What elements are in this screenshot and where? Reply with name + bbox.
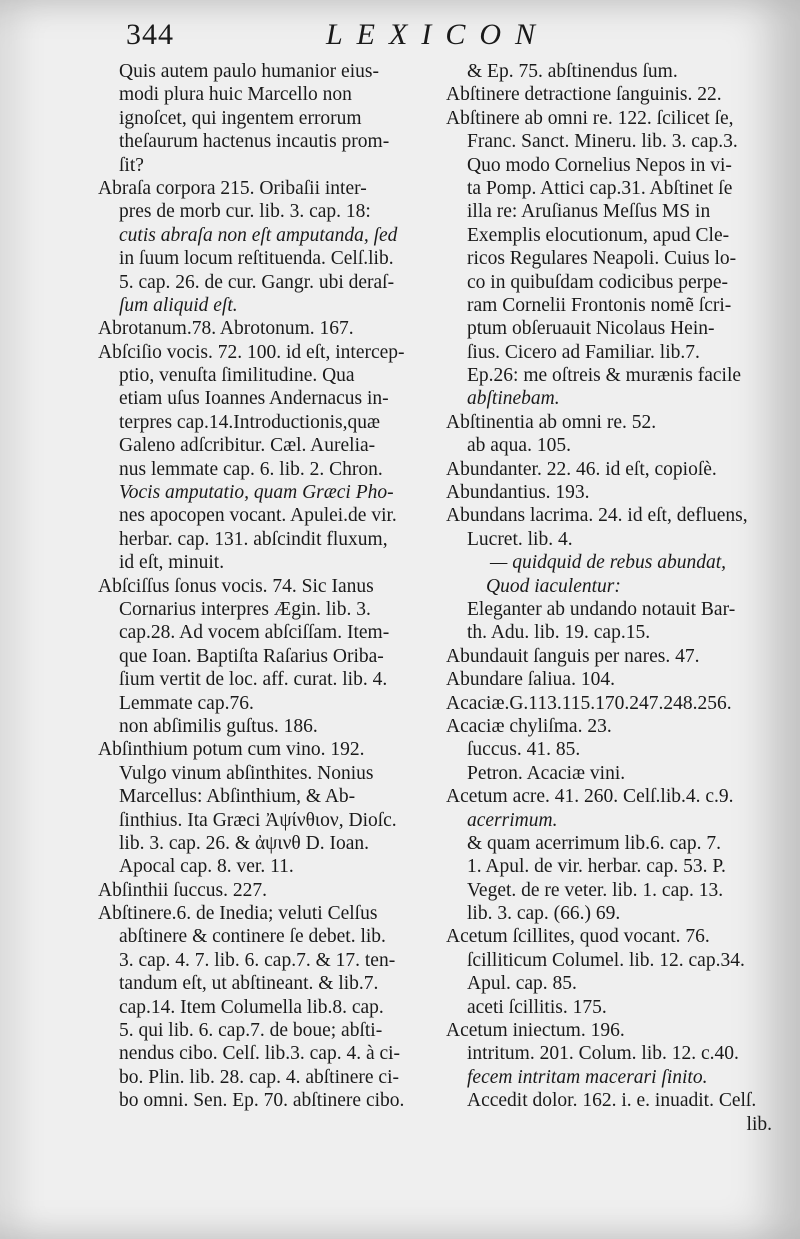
text-line: ſinthius. Ita Græci Ἀψίνθιον, Dioſc.	[119, 809, 397, 831]
text-line: Abſtinere detractione ſanguinis. 22.	[446, 84, 722, 106]
text-line: que Ioan. Baptiſta Raſarius Oriba-	[119, 645, 384, 667]
text-line: bo omni. Sen. Ep. 70. abſtinere cibo.	[119, 1090, 405, 1112]
text-line: Acetum iniectum. 196.	[446, 1020, 625, 1042]
text-line: illa re: Aruſianus Meſſus MS in	[467, 201, 711, 223]
text-line: ptum obſeruauit Nicolaus Hein-	[467, 318, 715, 340]
left-column	[98, 60, 434, 1113]
text-line: tandum eſt, ut abſtineant. & lib.7.	[119, 973, 379, 995]
text-line: Abundare ſaliua. 104.	[446, 669, 615, 691]
text-line: Quis autem paulo humanior eius-	[119, 61, 379, 82]
text-line: Ep.26: me oſtreis & murænis facile	[467, 365, 742, 387]
text-line: Acaciæ.G.113.115.170.247.248.256.	[446, 692, 732, 714]
text-line: nendus cibo. Celſ. lib.3. cap. 4. à ci-	[119, 1043, 401, 1065]
text-line: bo. Plin. lib. 28. cap. 4. abſtinere ci-	[119, 1066, 399, 1088]
text-line: Acaciæ chyliſma. 23.	[446, 715, 612, 737]
text-line: ſcilliticum Columel. lib. 12. cap.34.	[467, 949, 745, 971]
text-line: lib. 3. cap. (66.) 69.	[467, 903, 621, 925]
text-line: intritum. 201. Colum. lib. 12. c.40.	[467, 1043, 739, 1065]
text-line: cutis abraſa non eſt amputanda, ſed	[119, 224, 398, 246]
text-line: Abrotanum.78. Abrotonum. 167.	[98, 318, 354, 340]
text-line: th. Adu. lib. 19. cap.15.	[467, 622, 651, 644]
text-line: modi plura huic Marcello non	[119, 84, 352, 106]
text-line: Vocis amputatio, quam Græci Pho-	[119, 482, 394, 504]
running-head: LEXICON	[326, 18, 550, 51]
text-line: ſius. Cicero ad Familiar. lib.7.	[467, 341, 700, 363]
text-line: acerrimum.	[467, 809, 558, 831]
text-line: ſit?	[119, 154, 144, 176]
text-line: Abraſa corpora 215. Oribaſii inter-	[98, 177, 367, 199]
text-line: Galeno adſcribitur. Cæl. Aurelia-	[119, 435, 376, 457]
text-line: Acetum ſcillites, quod vocant. 76.	[446, 926, 710, 948]
text-line: Abundans lacrima. 24. id eſt, defluens,	[446, 505, 748, 527]
text-line: 5. cap. 26. de cur. Gangr. ubi deraſ-	[119, 271, 395, 293]
text-line: aceti ſcillitis. 175.	[467, 996, 607, 1018]
text-line: co in quibuſdam codicibus perpe-	[467, 271, 729, 293]
text-line: herbar. cap. 131. abſcindit fluxum,	[119, 528, 388, 550]
text-line: Abſtinentia ab omni re. 52.	[446, 411, 657, 433]
text-line: Abundantius. 193.	[446, 482, 590, 504]
text-line: nes apocopen vocant. Apulei.de vir.	[119, 505, 397, 527]
text-line: Abſinthium potum cum vino. 192.	[98, 739, 365, 761]
text-line: etiam uſus Ioannes Andernacus in-	[119, 388, 389, 410]
text-line: Abſinthii ſuccus. 227.	[98, 879, 267, 901]
text-line: Exemplis elocutionum, apud Cle-	[467, 224, 730, 246]
text-line: 5. qui lib. 6. cap.7. de boue; abſti-	[119, 1020, 383, 1042]
text-line: lib.	[746, 1113, 772, 1135]
text-line: Franc. Sanct. Mineru. lib. 3. cap.3.	[467, 131, 738, 153]
text-line: ta Pomp. Attici cap.31. Abſtinet ſe	[467, 177, 733, 199]
text-line: Abſtinere ab omni re. 122. ſcilicet ſe,	[446, 107, 734, 129]
text-line: abſtinere & continere ſe debet. lib.	[119, 926, 386, 948]
text-line: & Ep. 75. abſtinendus ſum.	[467, 61, 678, 82]
text-line: lib. 3. cap. 26. & ἀψινθ D. Ioan.	[119, 832, 369, 854]
text-line: Petron. Acaciæ vini.	[467, 762, 626, 784]
text-line: Lemmate cap.76.	[119, 692, 254, 714]
text-line: in ſuum locum reſtituenda. Celſ.lib.	[119, 248, 394, 270]
text-line: id eſt, minuit.	[119, 552, 225, 574]
text-line: Abſtinere.6. de Inedia; veluti Celſus	[98, 903, 378, 925]
text-line: Quo modo Cornelius Nepos in vi-	[467, 154, 732, 176]
text-line: Cornarius interpres Ægin. lib. 3.	[119, 598, 371, 620]
text-line: Apocal cap. 8. ver. 11.	[119, 856, 294, 878]
text-line: Abundanter. 22. 46. id eſt, copioſè.	[446, 458, 717, 480]
text-line: ſum aliquid eſt.	[119, 294, 238, 316]
text-line: — quidquid de rebus abundat,	[490, 552, 726, 574]
text-line: non abſimilis guſtus. 186.	[119, 715, 318, 737]
text-line: theſaurum hactenus incautis prom-	[119, 131, 390, 153]
text-line: ram Cornelii Frontonis nomẽ ſcri-	[467, 294, 732, 316]
text-line: cap.14. Item Columella lib.8. cap.	[119, 996, 384, 1018]
text-line: nus lemmate cap. 6. lib. 2. Chron.	[119, 458, 383, 480]
text-line: Eleganter ab undando notauit Bar-	[467, 598, 736, 620]
text-line: pres de morb cur. lib. 3. cap. 18:	[119, 201, 371, 223]
text-line: 1. Apul. de vir. herbar. cap. 53. P.	[467, 856, 726, 878]
text-line: Abundauit ſanguis per nares. 47.	[446, 645, 700, 667]
text-line: Lucret. lib. 4.	[467, 528, 573, 550]
text-line: ricos Regulares Neapoli. Cuius lo-	[467, 248, 737, 270]
text-line: fecem intritam macerari ſinito.	[467, 1066, 708, 1088]
text-line: Acetum acre. 41. 260. Celſ.lib.4. c.9.	[446, 786, 734, 808]
text-line: abſtinebam.	[467, 388, 560, 410]
page-header	[126, 18, 766, 64]
text-line: Accedit dolor. 162. i. e. inuadit. Celſ.	[467, 1090, 757, 1112]
text-line: Abſciſſus ſonus vocis. 74. Sic Ianus	[98, 575, 374, 597]
text-line: & quam acerrimum lib.6. cap. 7.	[467, 832, 721, 854]
text-line: Apul. cap. 85.	[467, 973, 577, 995]
text-line: Abſciſio vocis. 72. 100. id eſt, intercep-	[98, 341, 405, 363]
text-line: Marcellus: Abſinthium, & Ab-	[119, 786, 356, 808]
text-line: ignoſcet, qui ingentem errorum	[119, 107, 362, 129]
text-line: Vulgo vinum abſinthites. Nonius	[119, 762, 374, 784]
text-line: ſium vertit de loc. aff. curat. lib. 4.	[119, 669, 388, 691]
text-line: terpres cap.14.Introductionis,quæ	[119, 411, 381, 433]
text-line: 3. cap. 4. 7. lib. 6. cap.7. & 17. ten-	[119, 949, 396, 971]
text-line: ab aqua. 105.	[467, 435, 571, 457]
page-number: 344	[126, 18, 174, 51]
text-line: ptio, venuſta ſimilitudine. Qua	[119, 365, 355, 387]
text-line: cap.28. Ad vocem abſciſſam. Item-	[119, 622, 390, 644]
text-line: Veget. de re veter. lib. 1. cap. 13.	[467, 879, 724, 901]
right-column	[446, 60, 776, 1136]
text-line: Quod iaculentur:	[486, 575, 621, 597]
text-line: ſuccus. 41. 85.	[467, 739, 581, 761]
